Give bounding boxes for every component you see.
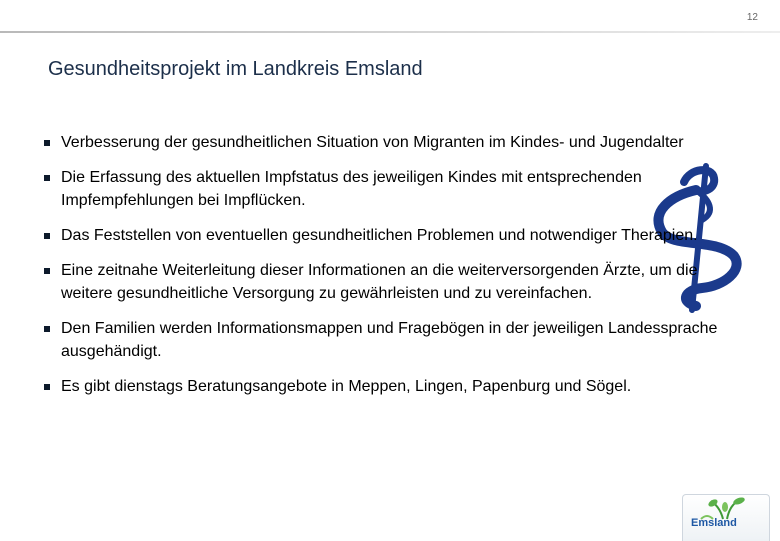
bullet-item: [44, 131, 744, 154]
bullet-item: [44, 224, 744, 247]
slide-title: Gesundheitsprojekt im Landkreis Emsland: [48, 58, 423, 80]
square-bullet-icon: [44, 384, 50, 390]
square-bullet-icon: [44, 326, 50, 332]
logo-text: Emsland: [691, 517, 737, 529]
bullet-item: [44, 317, 744, 363]
bullet-item: [44, 375, 744, 398]
bullet-item: [44, 166, 744, 212]
emsland-logo: [682, 494, 770, 541]
square-bullet-icon: [44, 233, 50, 239]
bullet-text: Die Erfassung des aktuellen Impfstatus des jeweiligen Kindes mit entsprechenden Impfempfehlungen bei Impflücken.: [61, 169, 642, 209]
bullet-list: [44, 131, 744, 410]
square-bullet-icon: [44, 175, 50, 181]
square-bullet-icon: [44, 140, 50, 146]
bullet-text: Das Feststellen von eventuellen gesundheitlichen Problemen und notwendiger Therapien.: [61, 227, 698, 244]
square-bullet-icon: [44, 268, 50, 274]
header-divider: [0, 31, 780, 33]
bullet-item: [44, 259, 744, 305]
bullet-text: Den Familien werden Informationsmappen und Fragebögen in der jeweiligen Landessprache ausgehändigt.: [61, 320, 718, 360]
bullet-text: Verbesserung der gesundheitlichen Situation von Migranten im Kindes- und Jugendalter: [61, 134, 684, 151]
bullet-text: Es gibt dienstags Beratungsangebote in Meppen, Lingen, Papenburg und Sögel.: [61, 378, 632, 395]
slide-number: 12: [746, 12, 758, 23]
bullet-text: Eine zeitnahe Weiterleitung dieser Informationen an die weiterversorgenden Ärzte, um die weitere gesundheitliche Versorgung zu gewährleisten und zu vereinfachen.: [61, 262, 698, 302]
